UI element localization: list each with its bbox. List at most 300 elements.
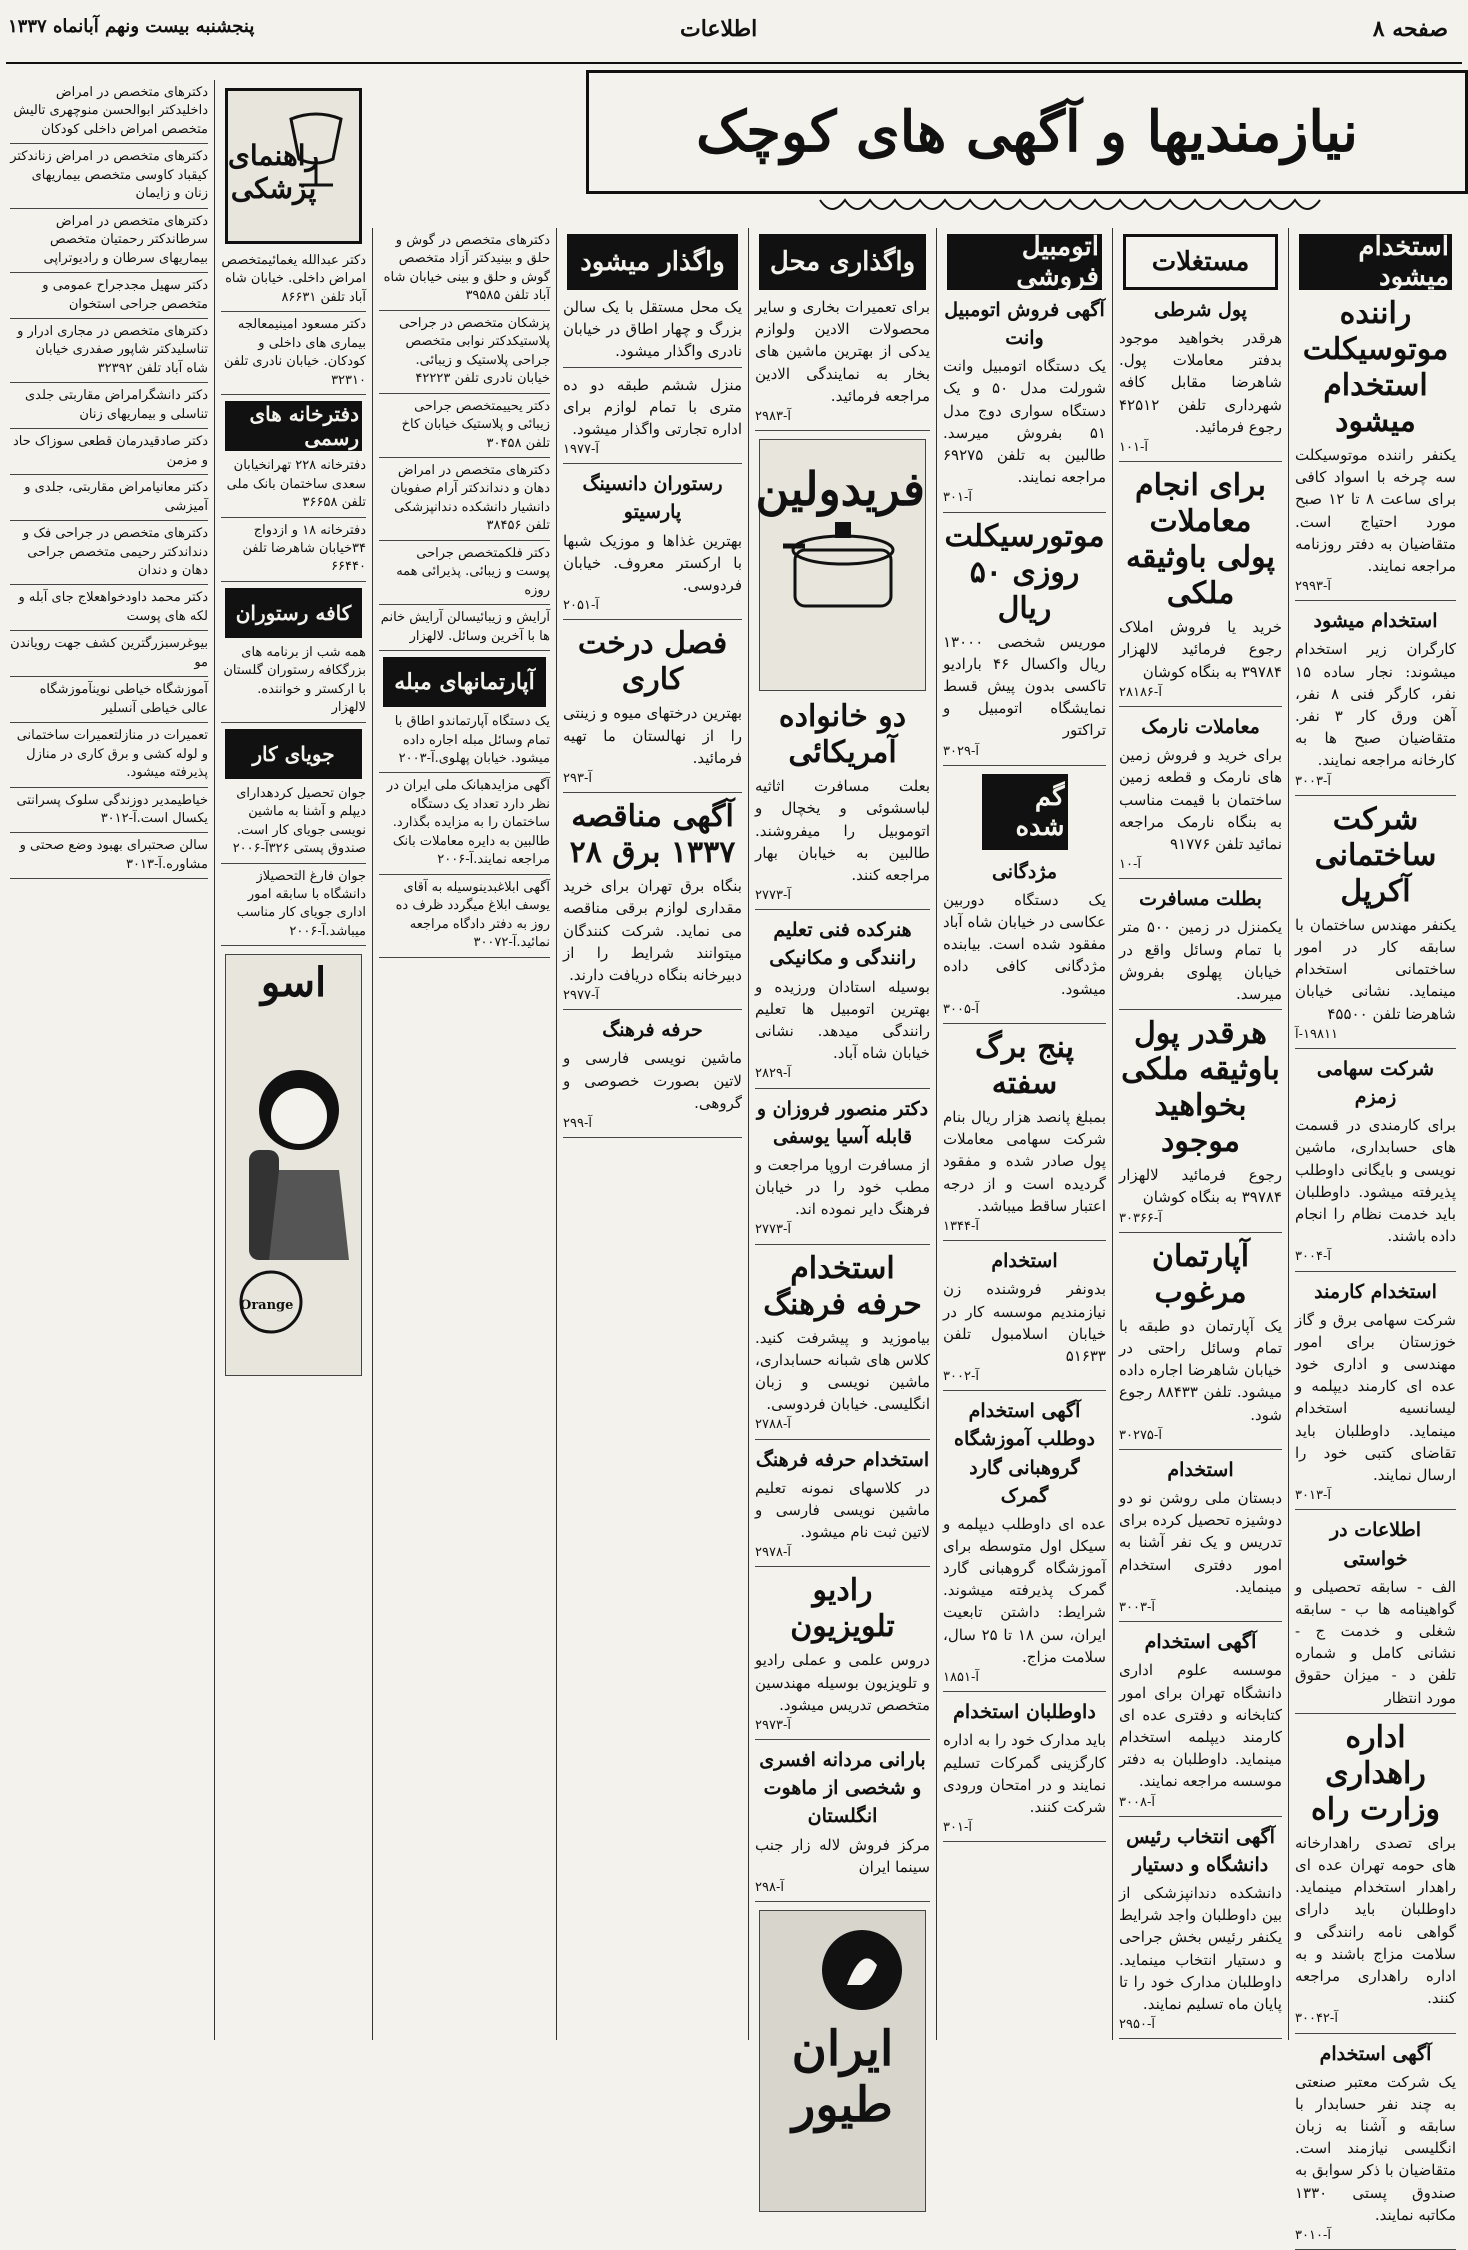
classified-ad <box>379 609 550 646</box>
section-office <box>225 401 362 451</box>
ad-separator <box>563 792 742 793</box>
classified-ad <box>10 681 208 718</box>
column-property <box>1112 228 1288 2040</box>
ad-title: آگهی انتخاب رئیس دانشگاه و دستیار <box>1126 1825 1275 1876</box>
ad-separator <box>379 874 550 875</box>
column-auto <box>936 228 1112 2040</box>
ad-separator <box>1119 461 1282 462</box>
ad-separator <box>1119 878 1282 879</box>
classified-ad <box>10 148 208 203</box>
classified-ad <box>755 916 930 1083</box>
ad-title: دکتر محمد داودخواه <box>100 590 208 606</box>
classified-ad <box>1119 468 1282 702</box>
ad-title: دکترهای متخصص در امراض داخلی <box>55 85 208 119</box>
ad-body: الف - سابقه تحصیلی و گواهینامه ها ب - سابقه شغلی و خدمت ج - نشانی کامل و شماره تلفن د - میزان حقوق مورد انتظار <box>1295 1577 1456 1707</box>
ad-code: آ-۲۹۷۳ <box>755 1718 791 1734</box>
ad-body: در کلاسهای نمونه تعلیم ماشین نویسی فارسی و لاتین ثبت نام میشود. <box>755 1478 930 1542</box>
ad-title: داوطلبان استخدام <box>953 1701 1096 1724</box>
classified-ad <box>943 858 1106 1019</box>
ad-title: آپارتمان مرغوب <box>1151 1238 1250 1310</box>
ad-title: آگهی ابلاغ <box>497 879 550 895</box>
ad-title: دکترهای متخصص در امراض سرطان <box>55 213 208 248</box>
ad-code: آ-۱۳۴۴ <box>943 1218 979 1234</box>
classified-ad <box>755 1573 930 1735</box>
classified-ad <box>1119 1456 1282 1617</box>
ad-body: رجوع فرمائید لالهزار ۳۹۷۸۴ به بنگاه کوشان <box>1119 1166 1282 1207</box>
girl-with-bottle-illustration <box>229 1050 359 1280</box>
ad-title: هنرکده فنی تعلیم رانندگی و مکانیکی <box>769 919 916 970</box>
ad-separator <box>1295 795 1456 796</box>
freezer-brand: فریدولین <box>755 462 925 517</box>
ad-code: آ-۲۹۵۰ <box>1119 2017 1155 2033</box>
ad-title: دکتر مسعود امینی <box>274 317 366 333</box>
ad-title: فصل درخت کاری <box>577 626 728 698</box>
column-ads <box>755 296 930 431</box>
banner-decoration <box>820 198 1320 220</box>
ad-title: آگهی فروش اتومبیل وانت <box>944 299 1105 350</box>
section-lost <box>982 774 1068 850</box>
column-ads <box>379 713 550 957</box>
ad-separator <box>379 393 550 394</box>
ad-body: بیاموزید و پیشرفت کنید. کلاس های شبانه حسابداری، ماشین نویسی و زبان انگلیسی. خیابان فردوسی. <box>755 1328 930 1414</box>
ad-separator <box>943 765 1106 766</box>
ad-code: آ-۳۰۱۳ <box>1295 1488 1331 1504</box>
classified-ad <box>379 545 550 600</box>
ad-code: آ-۳۰۰۸ <box>1119 1794 1155 1810</box>
ad-title: آگهی مناقصه ۱۳۳۷ برق ۲۸ <box>569 799 736 871</box>
ad-body: برای تعمیرات بخاری و سایر محصولات الادین ولوازم یدکی از بهترین ماشین های بخار به نمایندگی الادین مراجعه فرمائید. <box>755 298 930 405</box>
ad-body: امراض مقاربتی جلدی تناسلی و بیماریهای زنان <box>24 388 208 422</box>
ad-body: دو اطاق با تمام وسائل مبله اجاره داده میشود. خیابان پهلوی. <box>394 714 550 766</box>
ad-code: آ-۳۰۰۳ <box>1295 773 1331 789</box>
rooster-icon <box>817 1925 907 2015</box>
classified-ad <box>755 1746 930 1897</box>
ad-title: دکتر یحیی <box>502 398 550 414</box>
column-ads <box>943 296 1106 766</box>
ad-code: آ-۳۰۰۴۲ <box>1295 2011 1338 2027</box>
ad-title: یک دستگاه آپارتمان <box>451 714 550 730</box>
ad-code: آ-۲۰۰۶ <box>289 923 326 939</box>
column-ads <box>563 296 742 1138</box>
classified-ad <box>1119 713 1282 874</box>
classified-ad <box>1119 1239 1282 1445</box>
freezer-ad-illustration <box>755 439 926 691</box>
ad-title: دکتر سهیل مجد <box>123 278 208 294</box>
ad-code: آ-۳۰۱۲ <box>100 810 137 826</box>
ad-separator <box>755 1739 930 1740</box>
ad-body: خیابان شاهرضا تلفن ۶۶۴۴۰ <box>242 540 366 575</box>
ad-body: دانشکده دندانپزشکی از بین داوطلبان واجد شرایط یکنفر رئیس بخش جراحی و دستیار انتخاب مینماید. داوطلبان مدارک خود را تا پایان ماه تسلیم نمایند. <box>1119 1883 1282 2013</box>
classified-ad <box>943 1698 1106 1837</box>
ad-separator <box>563 1009 742 1010</box>
ad-title: دکتر فلک <box>505 545 550 561</box>
classified-ad <box>221 252 366 307</box>
classified-ad <box>1295 802 1456 1044</box>
classified-ad <box>563 626 742 788</box>
ad-body: دکتر نوابی متخصص جراحی پلاستیک و زیبائی. خیابان نادری تلفن ۴۲۲۲۳ <box>405 334 550 387</box>
column-medical <box>214 80 372 2040</box>
ad-separator <box>221 517 366 518</box>
ad-separator <box>943 1691 1106 1692</box>
section-buyer <box>567 234 738 290</box>
ad-title: پزشکان متخصص در جراحی پلاستیک <box>398 315 550 350</box>
classified-ad <box>10 479 208 516</box>
ad-code: آ-۲۹۹۳ <box>1295 579 1331 595</box>
classified-ad <box>563 296 742 363</box>
ad-body: دکتر آرام صفویان دانشیار دانشکده دندانپزشکی تلفن ۳۸۴۵۶ <box>390 481 550 534</box>
ad-separator <box>943 1390 1106 1391</box>
ad-title: دو خانواده آمریکائی <box>778 699 907 771</box>
classified-ad <box>943 1247 1106 1386</box>
pressure-cooker-icon <box>783 510 903 620</box>
ad-separator <box>379 310 550 311</box>
classified-ad <box>1295 1055 1456 1267</box>
ad-body: بدونفر فروشنده زن نیازمندیم موسسه کار در خیابان اسلامبول تلفن ۵۱۶۳۳ <box>943 1280 1106 1365</box>
classified-ad <box>755 1095 930 1240</box>
ad-title: همه شب از برنامه های بزرگ <box>241 644 366 679</box>
classified-ad <box>1119 1823 1282 2035</box>
page-header <box>0 4 1468 64</box>
classified-ad <box>943 1030 1106 1236</box>
ad-code: آ-۲۹۷۷ <box>563 988 599 1004</box>
ad-body: بمبلغ پانصد هزار ریال بنام شرکت سهامی معاملات پول صادر شده و مفقود گردیده است و از درجه اعتبار ساقط میباشد. <box>943 1108 1106 1215</box>
ad-separator <box>10 474 208 475</box>
ad-title: پول شرطی <box>1154 299 1247 321</box>
classified-ad <box>10 213 208 268</box>
ad-code: آ-۳۰۱ <box>943 490 972 506</box>
column-shop <box>748 228 936 2134</box>
ad-code: آ-۳۰۳۶۶ <box>1119 1210 1162 1226</box>
ad-separator <box>1295 600 1456 601</box>
ad-title: رادیو تلویزیون <box>790 1573 895 1645</box>
ad-body: یک محل مستقل با یک سالن بزرگ و چهار اطاق در خیابان نادری واگذار میشود. <box>563 298 742 361</box>
ad-body: دبستان ملی روشن نو دو دوشیزه تحصیل کرده برای تدریس و یک نفر آشنا به امور دفتری استخدام مینماید. <box>1119 1489 1282 1596</box>
ad-separator <box>1119 1621 1282 1622</box>
column-ads <box>221 457 366 582</box>
ad-title: موتورسیکلت روزی ۵۰ ریال <box>944 518 1105 626</box>
header-rule <box>6 62 1462 64</box>
classified-ad <box>563 374 742 460</box>
ad-separator <box>755 1566 930 1567</box>
classified-ad <box>221 316 366 390</box>
ad-body: هرقدر بخواهید موجود بدفتر معاملات پول. شاهرضا مقابل کافه شهرداری تلفن ۴۲۵۱۲ رجوع فرمائید. <box>1119 329 1282 436</box>
ad-body: دروس علمی و عملی رادیو و تلویزیون بوسیله مهندسین متخصص تدریس میشود. <box>755 1651 930 1714</box>
ad-body: دارای دیپلم و آشنا به ماشین نویسی جویای کار است. صندوق پستی ۳۲۶ <box>236 785 366 857</box>
ad-separator <box>755 1088 930 1089</box>
iran-tyour-brand: ایران طیور <box>791 2021 894 2134</box>
classified-ad <box>755 699 930 905</box>
ad-body: متخصص امراض داخلی. خیابان شاه آباد تلفن ۸۶۶۳۱ <box>221 253 366 305</box>
ad-body: بدینوسیله به آقای یوسف ابلاغ میگردد ظرف ده روز به دفتر دادگاه مراجعه نمائید. <box>395 879 550 951</box>
column-employment <box>1288 228 1462 2243</box>
classified-ad <box>379 462 550 536</box>
ad-title: دکتر دانشگر <box>141 388 208 404</box>
ad-separator <box>10 318 208 319</box>
ad-title: اطلاعات در خواستی <box>1329 1519 1421 1570</box>
classified-ad <box>221 522 366 577</box>
column-ads <box>755 699 930 1902</box>
classified-ad <box>221 868 366 942</box>
ad-separator <box>221 863 366 864</box>
column-ads <box>1119 296 1282 2039</box>
classified-ad <box>10 589 208 626</box>
ad-separator <box>563 619 742 620</box>
classified-ad <box>943 1397 1106 1687</box>
ad-title: هرقدر پول باوثیقه ملکی بخواهید موجود <box>1121 1016 1280 1160</box>
ad-body: برای خرید و فروش زمین های نارمک و قطعه زمین ساختمان با قیمت مناسب به بنگاه نارمک مراجعه نمائید تلفن ۹۱۷۷۶ <box>1119 746 1282 853</box>
classified-ad <box>943 296 1106 508</box>
ad-separator <box>563 367 742 368</box>
classified-ad <box>1295 2040 1456 2246</box>
ad-code: آ-۳۰۰۲ <box>943 1369 979 1385</box>
ad-code: آ-۲۸۲۹ <box>755 1066 791 1082</box>
classified-ad <box>1119 1628 1282 1811</box>
classified-ad <box>10 635 208 672</box>
section-property <box>1123 234 1278 290</box>
ad-title: دفترخانه ۲۲۸ تهران <box>267 458 366 474</box>
ad-separator <box>221 581 366 582</box>
ad-separator <box>10 143 208 144</box>
classified-ad <box>10 837 208 874</box>
ad-body: یک آپارتمان دو طبقه با تمام وسائل راحتی در خیابان شاهرضا اجاره داده میشود. تلفن ۸۸۴۳۳ رجوع شود. <box>1119 1316 1283 1424</box>
ad-title: دکتر منصور فروزان و قابله آسیا یوسفی <box>756 1097 929 1148</box>
ad-separator <box>1119 1232 1282 1233</box>
ad-separator <box>1295 1271 1456 1272</box>
ad-title: آرایش و زیبائی <box>476 610 550 626</box>
classified-ad <box>1119 1016 1282 1228</box>
ad-body: برای بهبود وضع صحتی و مشاوره. <box>19 838 208 872</box>
ad-body: مرکز فروش لاله زار جنب سینما ایران <box>755 1835 930 1876</box>
ad-separator <box>10 428 208 429</box>
classified-ad <box>221 457 366 512</box>
column-ads <box>221 644 366 723</box>
ad-body: باید مدارک خود را به اداره کارگزینی گمرکات تسلیم نمایند و در امتحان ورودی شرکت کنند. <box>943 1731 1106 1816</box>
ad-separator <box>1119 706 1282 707</box>
classified-ad <box>563 799 742 1005</box>
ad-body: دکتر آزاد متخصص گوش و حلق و بینی خیابان شاه آباد تلفن ۳۹۵۸۵ <box>383 251 550 304</box>
ad-body: خیابان سعدی ساختمان بانک ملی تلفن ۳۶۶۵۸ <box>226 458 366 511</box>
page-number: صفحه ۸ <box>1372 16 1448 42</box>
ad-code: آ-۲۷۷۳ <box>755 1222 791 1238</box>
ad-separator <box>379 604 550 605</box>
column-ads <box>943 858 1106 1843</box>
ad-body: بعلت مسافرت اثاثیه لباسشوئی و یخچال و اتوموبیل را میفروشند. طالبین به خیابان بهار مراجعه کنند. <box>755 777 930 884</box>
section-jobs <box>225 729 362 779</box>
ad-body: ماشین نویسی فارسی و لاتین بصورت خصوصی و گروهی. <box>563 1049 742 1112</box>
ad-title: دفترخانه ۱۸ و ازدواج ۳۴ <box>253 522 366 556</box>
issue-date: پنجشنبه بیست ونهم آبانماه ۱۳۳۷ <box>8 16 255 37</box>
ad-title: دکترهای متخصص در گوش و حلق و بینی <box>395 233 550 267</box>
ad-body: جراح عمومی و متخصص جراحی استخوان <box>42 278 208 312</box>
classified-ad <box>943 519 1106 761</box>
ad-body: امراض مقاربتی، جلدی و آمیزشی <box>24 480 208 514</box>
ad-code: آ-۲۹۸۳ <box>755 408 791 424</box>
ad-separator <box>221 945 366 946</box>
ad-code: آ-۳۰۰۷۲ <box>473 935 517 951</box>
classified-ad <box>379 398 550 453</box>
ad-separator <box>10 787 208 788</box>
classified-ad <box>1295 1516 1456 1708</box>
ad-separator <box>755 430 930 431</box>
column-ads <box>1295 296 1456 2250</box>
medical-guide-logo <box>225 88 362 244</box>
ad-separator <box>379 457 550 458</box>
classifieds-banner <box>586 70 1468 194</box>
column-doctors-list <box>4 80 214 2040</box>
ad-title: آگهی مزایده <box>484 778 550 794</box>
classified-ad <box>1295 1720 1456 2029</box>
ad-title: جوان تحصیل کرده <box>266 785 366 801</box>
ad-title: رستوران دانسینگ پارسیتو <box>582 473 723 524</box>
section-label: گم شده <box>1015 781 1065 842</box>
ad-body: بزرگترین کشف جهت رویاندن مو <box>10 636 208 670</box>
ad-body: سالن آرایش خانم ها با آخرین وسائل. لالهزار <box>380 610 550 644</box>
classified-ad <box>563 1016 742 1133</box>
ad-separator <box>10 208 208 209</box>
ad-title: دکترهای متخصص در جراحی فک و دندان <box>22 526 208 560</box>
ad-title: دکتر معانی <box>156 480 208 496</box>
ad-separator <box>10 630 208 631</box>
ad-code: آ-۳۰۱ <box>943 1820 972 1836</box>
ad-separator <box>1295 1048 1456 1049</box>
section-label: دفترخانه های رسمی <box>249 402 359 451</box>
ad-body: بانک ملی ایران در نظر دارد تعداد یک دستگاه ساختمان را به مزایده بگذارد. طالبین به دایره معاملات بانک مراجعه نمایند. <box>386 778 550 868</box>
ad-separator <box>755 1439 930 1440</box>
section-restaurant <box>225 588 362 638</box>
classified-ad <box>379 713 550 768</box>
ad-code: آ-۱۰ <box>1119 857 1141 873</box>
ad-title: شرکت ساختمانی آکرپل <box>1314 801 1437 909</box>
ad-body: دکتر کیقباد کاوسی متخصص بیماریهای زنان و زایمان <box>10 149 208 202</box>
ad-title: پنج برگ سفته <box>975 1030 1074 1102</box>
ad-body: کافه رستوران گلستان با ارکستر و خواننده. لالهزار <box>223 663 366 716</box>
ad-title: اداره راهداری وزارت راه <box>1310 1719 1441 1827</box>
ad-separator <box>1295 1713 1456 1714</box>
ad-separator <box>379 957 550 958</box>
ad-separator <box>1119 1449 1282 1450</box>
classified-ad <box>755 296 930 426</box>
ad-separator <box>10 676 208 677</box>
section-label: جویای کار <box>252 741 335 766</box>
section-label: استخدام میشود <box>1358 232 1449 292</box>
ad-code: آ-۲۹۸ <box>755 1879 784 1895</box>
ad-separator <box>755 1244 930 1245</box>
ad-body: موریس شخصی ۱۳۰۰۰ ریال واکسال ۴۶ بارادیو تاکسی بدون پیش قسط نمایشگاه اتومبیل و تراکتور <box>943 632 1107 740</box>
column-doctors <box>372 228 556 2040</box>
ad-title: آگهی استخدام دوطلب آموزشگاه گروهبانی گارد گمرک <box>954 1400 1095 1507</box>
ad-body: کارگران زیر استخدام میشوند: نجار ساده ۱۵ نفر، کارگر فنی ۸ نفر، آهن ورق کار ۳ نفر. متقاضیان صبح ها به کارخانه مراجعه نمایند. <box>1295 640 1456 770</box>
ad-separator <box>1295 2033 1456 2034</box>
ad-separator <box>10 272 208 273</box>
classified-ad <box>10 84 208 139</box>
classified-ad <box>10 323 208 378</box>
ad-title: دکترهای متخصص در مجاری ادرار و تناسلی <box>17 323 208 358</box>
ad-body: برای تصدی راهدارخانه های حومه تهران عده ای راهدار استخدام مینماید. داوطلبان باید دارای گواهی نامه رانندگی و سلامت مزاج باشند و به اداره راهداری مراجعه کنند. <box>1295 1833 1456 2008</box>
ad-title: شرکت سهامی زمزم <box>1316 1058 1435 1109</box>
ad-code: آ-۳۰۰۴ <box>1295 1249 1331 1265</box>
classified-ad <box>379 777 550 869</box>
ad-code: آ-۱۸۵۱ <box>943 1670 979 1686</box>
ad-body: یک دستگاه اتومبیل وانت شورلت مدل ۵۰ و یک دستگاه سواری دوج مدل ۵۱ بفروش میرسد. طالبین به تلفن ۶۹۲۷۵ مراجعه نمایند. <box>943 357 1106 487</box>
ad-title: سالن صحت <box>151 838 208 854</box>
ad-separator <box>755 909 930 910</box>
ad-body: یکنفر مهندس ساختمان با سابقه کار در امور ساختمانی استخدام مینماید. نشانی خیابان شاهرضا تلفن ۴۵۵۰۰ <box>1295 915 1456 1023</box>
ad-separator <box>221 394 366 395</box>
ad-body: دکتر ابوالحسن منوچهری تالیش متخصص امراض داخلی کودکان <box>13 103 208 137</box>
ad-title: تعمیرات در منازل <box>118 728 208 744</box>
ad-body: بهترین غذاها و موزیک شبها با ارکستر معروف. خیابان فردوسی. <box>563 531 742 594</box>
ad-body: دکتر رحمتیان متخصص بیماریهای سرطان و رادیوتراپی <box>43 232 208 266</box>
ad-body: موسسه علوم اداری دانشگاه تهران برای امور کتابخانه و دفتری عده ای کارمند دیپلمه استخدام مینماید. داوطلبان به دفتر موسسه مراجعه نمایند. <box>1119 1661 1282 1791</box>
classified-ad <box>10 387 208 424</box>
ad-body: برای کارمندی در قسمت های حسابداری، ماشین نویسی و بایگانی داوطلب پذیرفته میشود. داوطلبان باید خدمت نظام را انجام داده باشند. <box>1295 1116 1456 1246</box>
ad-separator <box>563 463 742 464</box>
classified-ad <box>563 470 742 615</box>
ad-body: یکمنزل در زمین ۵۰۰ متر با تمام وسائل واقع در خیابان پهلوی بفروش میرسد. <box>1119 918 1282 1004</box>
medical-guide-title: راهنمای پزشکی <box>227 139 320 205</box>
ad-body: یکنفر راننده موتوسیکلت سه چرخه با اسواد کافی برای ساعت ۸ تا ۱۲ صبح مورد احتیاج است. متقاضیان به دفتر روزنامه مراجعه نمایند. <box>1295 446 1457 575</box>
ad-code: ۱۹۸۱۱-آ <box>1295 1026 1338 1042</box>
classified-ad <box>1119 296 1282 457</box>
ad-separator <box>1119 1009 1282 1010</box>
ad-body: بوسیله استادان ورزیده و بهترین اتومبیل ها تعلیم رانندگی میدهد. نشانی خیابان شاه آباد. <box>755 977 930 1063</box>
ad-code: آ-۲۸۱۸۶ <box>1119 684 1162 700</box>
column-ads <box>221 252 366 395</box>
ad-title: دکتر عبدالله یغمائی <box>268 253 366 268</box>
ad-title: آموزشگاه خیاطی نوین <box>92 682 208 698</box>
ad-code: آ-۲۰۰۶ <box>232 841 269 857</box>
ad-body: متخصص جراحی پوست و زیبائی. پذیرائی همه روزه <box>396 545 550 598</box>
ad-body: از دانشگاه با سابقه امور اداری جویای کار مناسب میباشد. <box>236 868 366 939</box>
iran-tyour-ad <box>759 1910 926 2212</box>
classified-ad <box>10 792 208 829</box>
ad-body: دکتر رحیمی متخصص جراحی دهان و دندان <box>27 544 208 578</box>
ad-title: راننده موتوسیکلت استخدام میشود <box>1302 296 1449 439</box>
section-furniture <box>383 657 546 707</box>
ad-body: یک شرکت معتبر صنعتی به چند نفر حسابدار با سابقه و آشنا به زبان انگلیسی نیازمند است. متقاضیان با ذکر سوابق به صندوق پستی ۱۳۳۰ مکاتبه نمایند. <box>1295 2072 1456 2224</box>
ad-body: خرید یا فروش املاک رجوع فرمائید لالهزار ۳۹۷۸۴ به بنگاه کوشان <box>1119 618 1282 681</box>
ad-code: آ-۳۰۲۷۵ <box>1119 1427 1162 1443</box>
ad-code: آ-۲۹۹ <box>563 1116 592 1132</box>
ad-title: دکتر صادقی <box>149 434 208 450</box>
classified-ad <box>379 315 550 389</box>
classified-ad <box>379 232 550 306</box>
ad-code: آ-۳۰۰۳ <box>1119 1600 1155 1616</box>
ad-title: معاملات نارمک <box>1141 716 1260 739</box>
ad-code: آ-۳۰۰۵ <box>943 1001 979 1017</box>
ad-title: خیاطی <box>177 792 208 808</box>
ad-title: دکترهای متخصص در امراض زنان <box>34 149 208 165</box>
column-handover <box>556 228 748 2040</box>
ad-body: یک دستگاه دوربین عکاسی در خیابان شاه آباد مفقود شده است. بیابنده مژدگانی کافی داده میشود. <box>943 890 1106 998</box>
ad-separator <box>379 650 550 651</box>
classified-ad <box>10 727 208 782</box>
ad-separator <box>1295 1509 1456 1510</box>
classified-ad <box>1295 296 1456 596</box>
ad-body: آموزشگاه عالی خیاطی آنسلیر <box>39 682 208 716</box>
ad-separator <box>943 1841 1106 1842</box>
ad-title: بیوغرس <box>168 636 208 652</box>
column-ads <box>10 84 208 879</box>
ad-code: آ-۲۰۵۱ <box>563 598 599 614</box>
banner-title: نیازمندیها و آگهی های کوچک <box>696 99 1358 165</box>
section-employment <box>1299 234 1452 290</box>
section-label: آپارتمانهای مبله <box>394 669 535 696</box>
ad-body: درمان قطعی سوزاک حاد و مزمن <box>12 434 208 468</box>
ad-code: آ-۲۷۷۳ <box>755 888 791 904</box>
classified-ad <box>1295 607 1456 790</box>
classified-ad <box>755 1446 930 1563</box>
